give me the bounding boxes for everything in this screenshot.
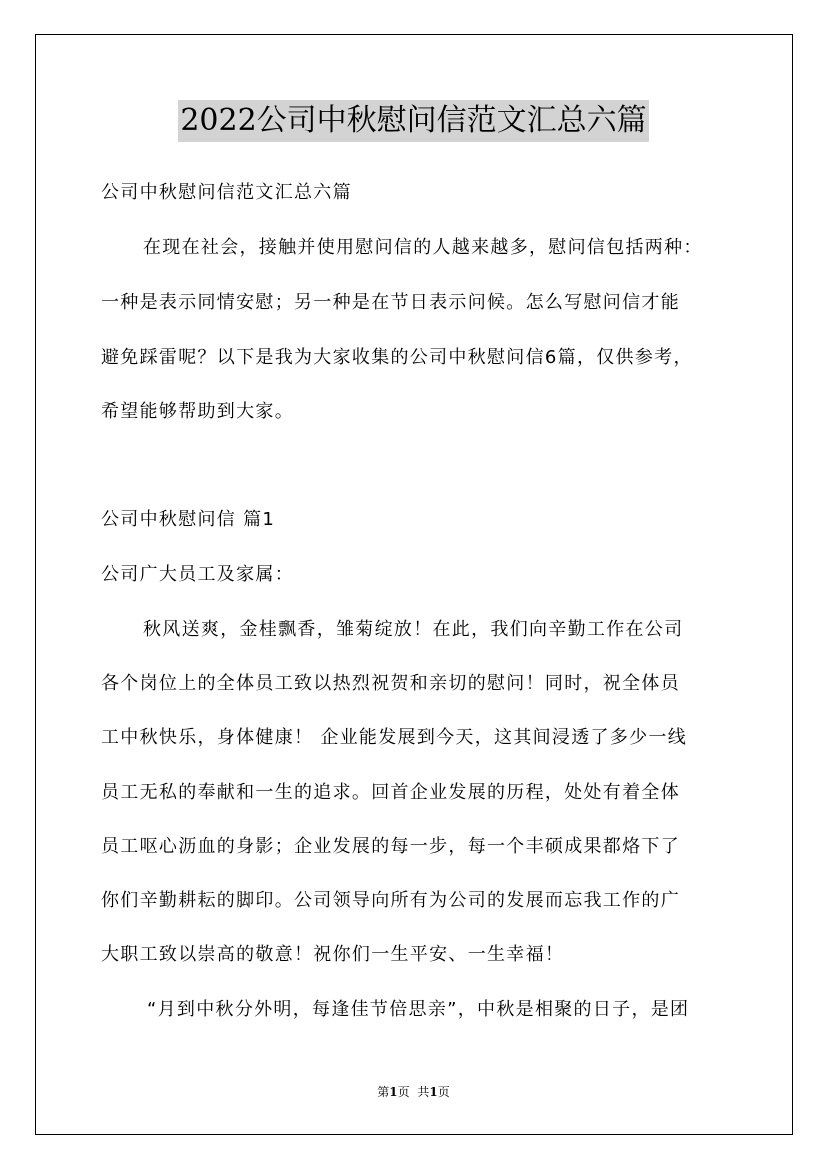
- footer-total-number: 1: [429, 1085, 438, 1099]
- footer-page-number: 1: [389, 1085, 398, 1099]
- footer-page-prefix: 第: [377, 1085, 390, 1099]
- title-container: [0, 100, 827, 142]
- section-heading: 公司中秋慰问信 篇1: [101, 509, 276, 530]
- quote-line: “月到中秋分外明，每逢佳节倍思亲”，中秋是相聚的日子，是团: [147, 999, 690, 1020]
- body-line-7: 大职工致以崇高的敬意！祝你们一生平安、一生幸福！: [101, 944, 565, 965]
- subtitle-line: 公司中秋慰问信范文汇总六篇: [101, 182, 352, 203]
- intro-line-4: 希望能够帮助到大家。: [101, 401, 294, 422]
- intro-line-2: 一种是表示同情安慰；另一种是在节日表示问候。怎么写慰问信才能: [101, 292, 680, 313]
- intro-line-1: 在现在社会，接触并使用慰问信的人越来越多，慰问信包括两种：: [143, 237, 703, 258]
- body-line-5: 员工呕心沥血的身影；企业发展的每一步，每一个丰硕成果都烙下了: [101, 836, 680, 857]
- body-line-3: 工中秋快乐，身体健康！ 企业能发展到今天，这其间浸透了多少一线: [101, 727, 688, 748]
- salutation-line: 公司广大员工及家属：: [101, 564, 294, 585]
- footer-total-prefix: 共: [417, 1085, 430, 1099]
- body-line-2: 各个岗位上的全体员工致以热烈祝贺和亲切的慰问！同时，祝全体员: [101, 673, 680, 694]
- body-line-6: 你们辛勤耕耘的脚印。公司领导向所有为公司的发展而忘我工作的广: [101, 890, 680, 911]
- intro-line-3: 避免踩雷呢？以下是我为大家收集的公司中秋慰问信6篇，仅供参考，: [101, 347, 693, 368]
- document-title: 2022公司中秋慰问信范文汇总六篇: [178, 100, 648, 142]
- page-footer: [0, 1084, 827, 1100]
- footer-total-suffix: 页: [437, 1085, 450, 1099]
- body-line-1: 秋风送爽，金桂飘香，雏菊绽放！在此，我们向辛勤工作在公司: [143, 619, 684, 640]
- footer-page-suffix: 页: [397, 1085, 410, 1099]
- body-line-4: 员工无私的奉献和一生的追求。回首企业发展的历程，处处有着全体: [101, 782, 680, 803]
